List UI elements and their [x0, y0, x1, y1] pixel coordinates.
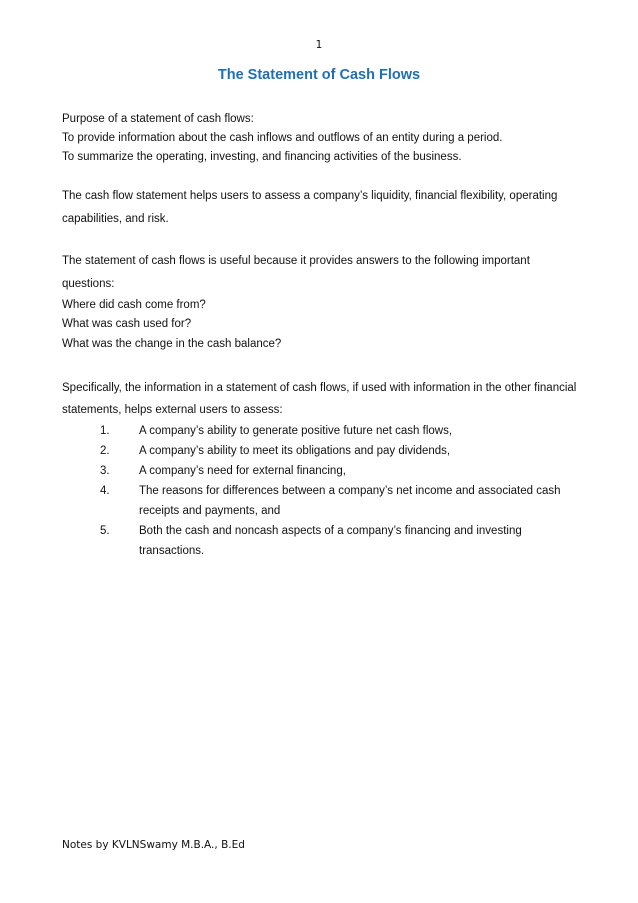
list-item — [62, 421, 582, 441]
list-item-number: 3. — [100, 465, 110, 477]
purpose-line: To summarize the operating, investing, and financing activities of the business. — [62, 151, 462, 163]
list-item-text: Both the cash and noncash aspects of a company’s financing and investing transactions. — [139, 525, 522, 557]
list-item — [62, 481, 582, 521]
purpose-line: To provide information about the cash inflows and outflows of an entity during a period. — [62, 132, 503, 144]
page-number: 1 — [315, 39, 323, 51]
question-item: What was cash used for? — [62, 318, 192, 330]
list-item-number: 4. — [100, 485, 110, 497]
list-item — [62, 521, 582, 561]
page-footer: Notes by KVLNSwamy M.B.A., B.Ed — [62, 839, 245, 851]
list-item-number: 5. — [100, 525, 110, 537]
paragraph-spacer — [62, 167, 582, 185]
purpose-heading: Purpose of a statement of cash flows: — [62, 113, 254, 125]
paragraph-spacer — [62, 231, 582, 250]
page-title: The Statement of Cash Flows — [217, 67, 421, 83]
list-item-text: A company’s need for external financing, — [139, 465, 346, 477]
specifically-intro: Specifically, the information in a statement of cash flows, if used with information in the other financial statements, helps external users to assess: — [62, 382, 577, 416]
assessment-paragraph: The cash flow statement helps users to assess a company’s liquidity, financial flexibility, operating capabilities, and risk. — [62, 190, 558, 225]
list-item-number: 1. — [100, 425, 110, 437]
list-item-number: 2. — [100, 445, 110, 457]
questions-intro: The statement of cash flows is useful because it provides answers to the following important questions: — [62, 255, 530, 290]
list-item-text: A company’s ability to generate positive future net cash flows, — [139, 425, 453, 437]
paragraph-spacer — [62, 354, 582, 377]
list-item — [62, 441, 582, 461]
document-body — [62, 110, 582, 561]
list-item-text: The reasons for differences between a company’s net income and associated cash receipts and payments, and — [139, 485, 561, 517]
list-item-text: A company’s ability to meet its obligations and pay dividends, — [139, 445, 451, 457]
question-item: Where did cash come from? — [62, 299, 206, 311]
list-item — [62, 461, 582, 481]
question-item: What was the change in the cash balance? — [62, 338, 282, 350]
assessment-list — [62, 421, 582, 561]
